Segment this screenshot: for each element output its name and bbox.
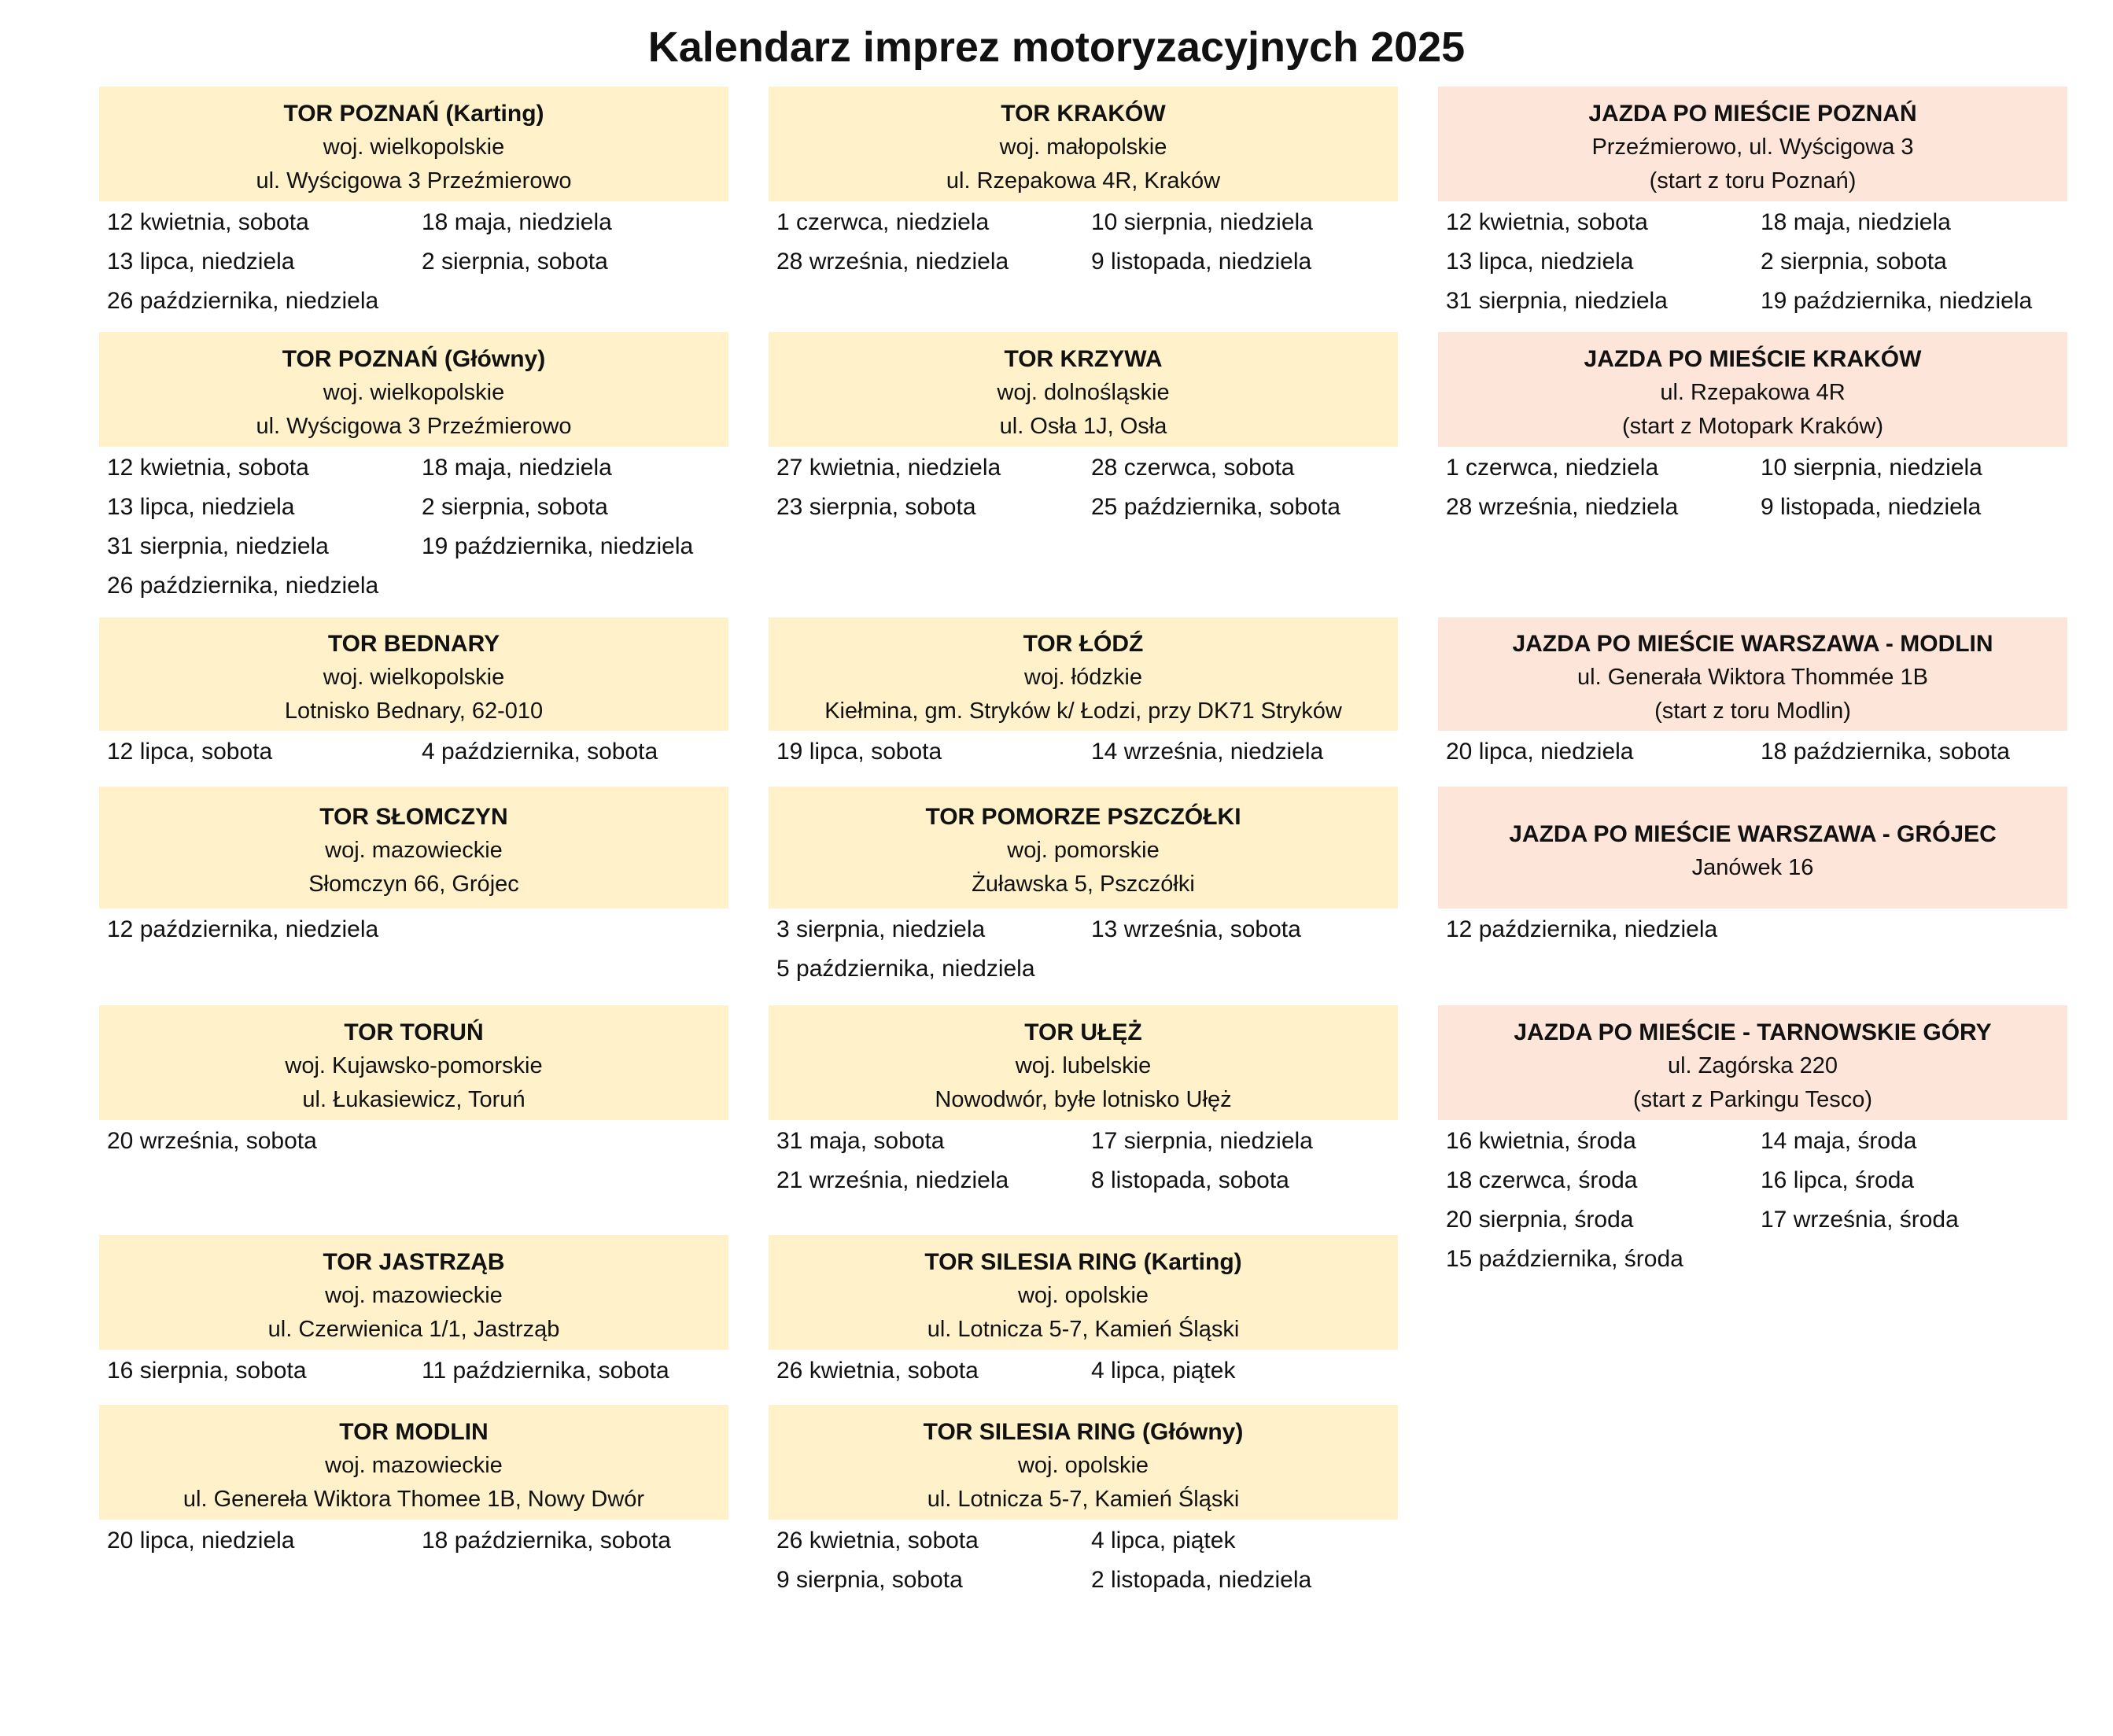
event-date: 20 września, sobota xyxy=(107,1128,317,1154)
event-block xyxy=(99,1235,728,1391)
event-address: ul. Lotnicza 5-7, Kamień Śląski xyxy=(927,1316,1240,1342)
event-date: 25 października, sobota xyxy=(1091,494,1340,520)
event-name: TOR JASTRZĄB xyxy=(323,1248,505,1275)
event-date: 14 maja, środa xyxy=(1761,1128,1917,1154)
event-date: 28 czerwca, sobota xyxy=(1091,455,1295,481)
event-block xyxy=(769,1405,1398,1600)
event-address: ul. Rzepakowa 4R xyxy=(1660,379,1846,405)
event-date: 19 października, niedziela xyxy=(422,533,694,559)
page-title: Kalendarz imprez motoryzacyjnych 2025 xyxy=(647,24,1466,71)
event-address: ul. Rzepakowa 4R, Kraków xyxy=(946,168,1221,194)
event-address: ul. Łukasiewicz, Toruń xyxy=(302,1086,525,1112)
event-address: ul. Zagórska 220 xyxy=(1667,1052,1838,1078)
event-date: 16 sierpnia, sobota xyxy=(107,1358,307,1384)
event-address: ul. Wyścigowa 3 Przeźmierowo xyxy=(256,413,572,439)
event-name: JAZDA PO MIEŚCIE POZNAŃ xyxy=(1588,100,1917,127)
event-address: ul. Lotnicza 5-7, Kamień Śląski xyxy=(927,1486,1240,1512)
event-date: 5 października, niedziela xyxy=(776,956,1035,982)
event-date: 10 sierpnia, niedziela xyxy=(1761,455,1982,481)
event-dates xyxy=(1438,201,2067,321)
event-address: ul. Genereła Wiktora Thomee 1B, Nowy Dwór xyxy=(183,1486,645,1512)
event-date: 26 października, niedziela xyxy=(107,288,379,314)
event-address: (start z toru Modlin) xyxy=(1654,698,1851,724)
event-date: 20 sierpnia, środa xyxy=(1446,1207,1634,1233)
event-dates xyxy=(1438,1120,2067,1279)
event-header xyxy=(1438,1005,2067,1120)
event-date: 15 października, środa xyxy=(1446,1246,1683,1272)
event-header xyxy=(769,617,1398,731)
event-header xyxy=(99,87,728,201)
event-date: 3 sierpnia, niedziela xyxy=(776,916,986,942)
event-date: 13 lipca, niedziela xyxy=(1446,249,1634,275)
event-date: 17 września, środa xyxy=(1761,1207,1959,1233)
event-dates xyxy=(1438,731,2067,772)
event-date: 27 kwietnia, niedziela xyxy=(776,455,1001,481)
event-date: 2 listopada, niedziela xyxy=(1091,1567,1312,1593)
event-block xyxy=(99,787,728,949)
event-header xyxy=(769,87,1398,201)
event-date: 2 sierpnia, sobota xyxy=(422,249,608,275)
event-block xyxy=(769,1235,1398,1391)
event-dates xyxy=(769,1350,1398,1391)
event-date: 31 sierpnia, niedziela xyxy=(1446,288,1668,314)
event-address: Janówek 16 xyxy=(1691,854,1814,880)
event-header xyxy=(99,617,728,731)
event-date: 23 sierpnia, sobota xyxy=(776,494,976,520)
event-address: ul. Czerwienica 1/1, Jastrząb xyxy=(267,1316,560,1342)
event-block xyxy=(1438,1005,2067,1279)
event-dates xyxy=(99,1120,728,1161)
event-date: 9 listopada, niedziela xyxy=(1091,249,1312,275)
event-header xyxy=(769,787,1398,909)
event-name: TOR MODLIN xyxy=(339,1418,489,1445)
event-header xyxy=(769,1005,1398,1120)
event-name: TOR POZNAŃ (Karting) xyxy=(283,100,544,127)
event-address: Przeźmierowo, ul. Wyścigowa 3 xyxy=(1591,134,1914,160)
event-date: 9 sierpnia, sobota xyxy=(776,1567,963,1593)
event-header xyxy=(99,787,728,909)
event-dates xyxy=(769,201,1398,282)
event-name: TOR KRZYWA xyxy=(1004,345,1163,372)
event-header xyxy=(1438,332,2067,447)
event-address: Słomczyn 66, Grójec xyxy=(308,872,519,897)
event-date: 28 września, niedziela xyxy=(1446,494,1679,520)
event-date: 26 października, niedziela xyxy=(107,573,379,599)
event-date: 16 lipca, środa xyxy=(1761,1167,1915,1193)
event-block xyxy=(99,617,728,772)
event-header xyxy=(1438,87,2067,201)
event-date: 2 sierpnia, sobota xyxy=(422,494,608,520)
event-date: 31 sierpnia, niedziela xyxy=(107,533,329,559)
event-block xyxy=(99,87,728,321)
event-address: Kiełmina, gm. Stryków k/ Łodzi, przy DK71 Stryków xyxy=(824,698,1342,724)
event-block xyxy=(99,332,728,606)
event-block xyxy=(99,1005,728,1161)
event-date: 4 października, sobota xyxy=(422,739,658,765)
event-block xyxy=(769,1005,1398,1200)
event-region: woj. małopolskie xyxy=(999,134,1167,160)
event-date: 18 października, sobota xyxy=(422,1528,671,1554)
event-dates xyxy=(99,1350,728,1391)
event-header xyxy=(99,1005,728,1120)
event-region: woj. opolskie xyxy=(1017,1452,1149,1478)
event-date: 19 października, niedziela xyxy=(1761,288,2033,314)
event-region: woj. wielkopolskie xyxy=(323,664,505,690)
event-date: 19 lipca, sobota xyxy=(776,739,942,765)
event-address: ul. Wyścigowa 3 Przeźmierowo xyxy=(256,168,572,194)
event-name: TOR SŁOMCZYN xyxy=(319,804,508,830)
event-region: woj. mazowieckie xyxy=(325,1282,503,1308)
event-address: (start z Motopark Kraków) xyxy=(1622,413,1883,439)
event-name: JAZDA PO MIEŚCIE WARSZAWA - MODLIN xyxy=(1512,630,1993,657)
event-region: woj. mazowieckie xyxy=(325,838,503,863)
event-dates xyxy=(99,1520,728,1561)
event-block xyxy=(769,787,1398,989)
event-dates xyxy=(99,447,728,606)
event-date: 12 kwietnia, sobota xyxy=(107,209,309,235)
event-name: TOR POMORZE PSZCZÓŁKI xyxy=(925,804,1241,830)
event-region: woj. lubelskie xyxy=(1015,1052,1152,1078)
event-header xyxy=(1438,617,2067,731)
event-date: 10 sierpnia, niedziela xyxy=(1091,209,1313,235)
event-date: 4 lipca, piątek xyxy=(1091,1358,1236,1384)
event-dates xyxy=(99,201,728,321)
event-date: 12 kwietnia, sobota xyxy=(107,455,309,481)
event-address: ul. Osła 1J, Osła xyxy=(999,413,1167,439)
event-block xyxy=(769,617,1398,772)
event-region: woj. mazowieckie xyxy=(325,1452,503,1478)
event-header xyxy=(769,1235,1398,1350)
event-date: 31 maja, sobota xyxy=(776,1128,945,1154)
event-name: TOR SILESIA RING (Karting) xyxy=(924,1248,1242,1275)
event-dates xyxy=(99,909,728,949)
event-date: 20 lipca, niedziela xyxy=(107,1528,295,1554)
event-address: Lotnisko Bednary, 62-010 xyxy=(284,698,544,724)
event-header xyxy=(769,332,1398,447)
event-date: 13 września, sobota xyxy=(1091,916,1301,942)
event-name: JAZDA PO MIEŚCIE - TARNOWSKIE GÓRY xyxy=(1514,1019,1992,1045)
event-name: TOR TORUŃ xyxy=(344,1019,484,1045)
event-date: 8 listopada, sobota xyxy=(1091,1167,1289,1193)
event-dates xyxy=(769,1520,1398,1600)
event-date: 9 listopada, niedziela xyxy=(1761,494,1982,520)
event-block xyxy=(99,1405,728,1561)
event-date: 14 września, niedziela xyxy=(1091,739,1324,765)
event-region: woj. łódzkie xyxy=(1024,664,1142,690)
event-region: woj. wielkopolskie xyxy=(323,379,505,405)
event-date: 21 września, niedziela xyxy=(776,1167,1009,1193)
event-date: 18 października, sobota xyxy=(1761,739,2010,765)
event-header xyxy=(99,1405,728,1520)
event-date: 16 kwietnia, środa xyxy=(1446,1128,1636,1154)
event-name: TOR ŁÓDŹ xyxy=(1023,630,1144,657)
event-address: ul. Generała Wiktora Thommée 1B xyxy=(1577,664,1928,690)
event-name: TOR POZNAŃ (Główny) xyxy=(282,345,546,372)
event-block xyxy=(1438,332,2067,527)
event-date: 18 maja, niedziela xyxy=(1761,209,1951,235)
event-date: 18 maja, niedziela xyxy=(422,209,612,235)
event-dates xyxy=(769,447,1398,527)
event-dates xyxy=(1438,909,2067,949)
event-date: 12 października, niedziela xyxy=(107,916,379,942)
event-dates xyxy=(99,731,728,772)
event-date: 17 sierpnia, niedziela xyxy=(1091,1128,1313,1154)
event-region: woj. opolskie xyxy=(1017,1282,1149,1308)
event-address: Nowodwór, byłe lotnisko Ułęż xyxy=(935,1086,1232,1112)
event-date: 2 sierpnia, sobota xyxy=(1761,249,1947,275)
event-dates xyxy=(1438,447,2067,527)
event-region: woj. Kujawsko-pomorskie xyxy=(285,1052,543,1078)
event-block xyxy=(769,87,1398,282)
event-name: TOR UŁĘŻ xyxy=(1024,1019,1142,1045)
event-date: 12 kwietnia, sobota xyxy=(1446,209,1648,235)
event-date: 20 lipca, niedziela xyxy=(1446,739,1634,765)
event-name: TOR BEDNARY xyxy=(327,630,500,657)
event-name: TOR KRAKÓW xyxy=(1001,100,1166,127)
event-header xyxy=(1438,787,2067,909)
event-block xyxy=(769,332,1398,527)
event-header xyxy=(99,332,728,447)
event-dates xyxy=(769,731,1398,772)
event-date: 4 lipca, piątek xyxy=(1091,1528,1236,1554)
event-date: 18 czerwca, środa xyxy=(1446,1167,1638,1193)
event-address: (start z toru Poznań) xyxy=(1649,168,1857,194)
event-block xyxy=(1438,617,2067,772)
event-region: woj. pomorskie xyxy=(1007,838,1160,863)
event-date: 18 maja, niedziela xyxy=(422,455,612,481)
event-header xyxy=(99,1235,728,1350)
event-date: 1 czerwca, niedziela xyxy=(1446,455,1659,481)
event-name: JAZDA PO MIEŚCIE WARSZAWA - GRÓJEC xyxy=(1509,820,1997,847)
event-address: Żuławska 5, Pszczółki xyxy=(972,872,1195,897)
event-address: (start z Parkingu Tesco) xyxy=(1632,1086,1873,1112)
event-header xyxy=(769,1405,1398,1520)
event-name: JAZDA PO MIEŚCIE KRAKÓW xyxy=(1584,345,1922,372)
event-date: 11 października, sobota xyxy=(422,1358,669,1384)
event-dates xyxy=(769,909,1398,989)
event-date: 12 października, niedziela xyxy=(1446,916,1718,942)
event-date: 12 lipca, sobota xyxy=(107,739,273,765)
event-block xyxy=(1438,787,2067,949)
event-date: 13 lipca, niedziela xyxy=(107,249,295,275)
event-name: TOR SILESIA RING (Główny) xyxy=(923,1418,1244,1445)
event-dates xyxy=(769,1120,1398,1200)
event-date: 26 kwietnia, sobota xyxy=(776,1528,979,1554)
event-date: 1 czerwca, niedziela xyxy=(776,209,990,235)
event-date: 13 lipca, niedziela xyxy=(107,494,295,520)
event-block xyxy=(1438,87,2067,321)
event-date: 28 września, niedziela xyxy=(776,249,1009,275)
event-region: woj. wielkopolskie xyxy=(323,134,505,160)
event-region: woj. dolnośląskie xyxy=(997,379,1170,405)
event-date: 26 kwietnia, sobota xyxy=(776,1358,979,1384)
